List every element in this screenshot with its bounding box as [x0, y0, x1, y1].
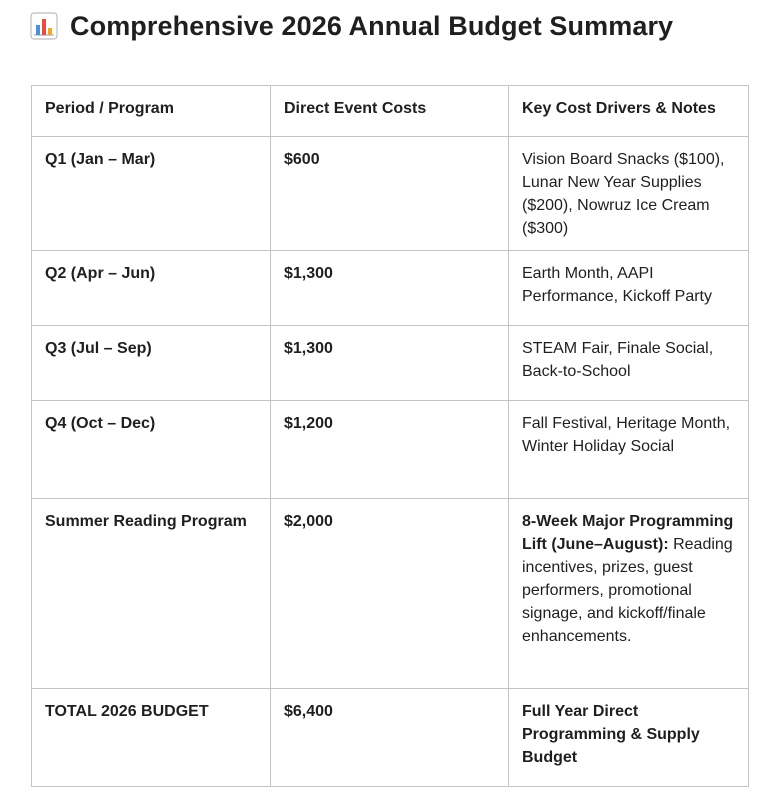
- notes-cell: [509, 499, 749, 689]
- period-cell: Q2 (Apr – Jun): [32, 251, 271, 326]
- notes-cell: Earth Month, AAPI Performance, Kickoff Party: [509, 251, 749, 326]
- column-header-notes: Key Cost Drivers & Notes: [509, 86, 749, 137]
- notes-cell: Vision Board Snacks ($100), Lunar New Year Supplies ($200), Nowruz Ice Cream ($300): [509, 137, 749, 251]
- table-row-q4: [32, 401, 749, 499]
- column-header-cost: Direct Event Costs: [271, 86, 509, 137]
- notes-body: Reading incentives, prizes, guest performers, promotional signage, and kickoff/finale enhancements.: [522, 536, 733, 645]
- cost-cell: $1,300: [271, 251, 509, 326]
- cost-cell: $600: [271, 137, 509, 251]
- table-row-total: [32, 689, 749, 787]
- table-row-q3: [32, 326, 749, 401]
- cost-cell: $6,400: [271, 689, 509, 787]
- notes-cell: Fall Festival, Heritage Month, Winter Holiday Social: [509, 401, 749, 499]
- period-cell: Q3 (Jul – Sep): [32, 326, 271, 401]
- period-cell: Q4 (Oct – Dec): [32, 401, 271, 499]
- table-row-summer-reading: [32, 499, 749, 689]
- table-row-q2: [32, 251, 749, 326]
- budget-table: [31, 85, 749, 787]
- column-header-period: Period / Program: [32, 86, 271, 137]
- notes-cell: STEAM Fair, Finale Social, Back-to-School: [509, 326, 749, 401]
- notes-lead: Full Year Direct Programming & Supply Budget: [522, 703, 700, 766]
- cost-cell: $1,200: [271, 401, 509, 499]
- notes-cell: [509, 689, 749, 787]
- notes-lead: 8-Week Major Programming Lift (June–August):: [522, 513, 734, 553]
- title-row: [30, 6, 673, 46]
- bar-chart-icon: [30, 12, 58, 40]
- period-cell: TOTAL 2026 BUDGET: [32, 689, 271, 787]
- cost-cell: $1,300: [271, 326, 509, 401]
- page-title: Comprehensive 2026 Annual Budget Summary: [70, 10, 674, 41]
- cost-cell: $2,000: [271, 499, 509, 689]
- period-cell: Summer Reading Program: [32, 499, 271, 689]
- table-row-q1: [32, 137, 749, 251]
- period-cell: Q1 (Jan – Mar): [32, 137, 271, 251]
- table-header-row: [32, 86, 749, 137]
